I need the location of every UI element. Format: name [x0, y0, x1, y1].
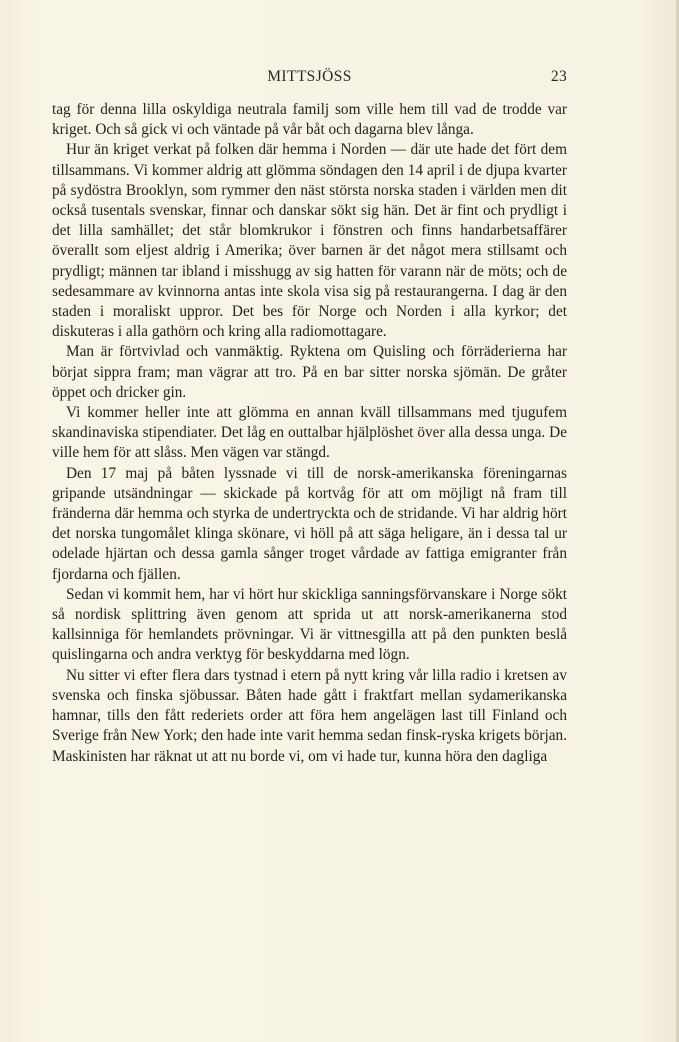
running-title: MITTSJÖSS	[267, 68, 352, 85]
paragraph-brooklyn: Hur än kriget verkat på folken där hemma i Norden — där ute hade det fört dem tillsammans. Vi kommer aldrig att glömma söndagen den 14 april i de djupa kvarter på sydöstra Brooklyn, som rymmer den näst största norska staden i världen men dit också tusentals svenskar, finnar och danskar sökt sig hän. Det är fint och prydligt i det lilla samhället; det står blomkrukor i fönstren och finns handarbetsaffärer överallt som eljest aldrig i Amerika; över barnen är det något mera stillsamt och prydligt; männen tar ibland i misshugg av sig hatten för varann när de möts; och de sedesammare av kvinnorna antas inte skola visa sig på restaurangerna. I dag är den staden i moraliskt uppror. Det bes för Norge och Norden i alla kyrkor; det diskuteras i alla gathörn och kring alla radiomottagare.	[52, 141, 567, 341]
body-text	[52, 100, 567, 767]
paragraph-may-17: Den 17 maj på båten lyssnade vi till de norsk-amerikanska föreningarnas gripande utsändningar — skickade på kortvåg för att om möjligt nå fram till fränderna där hemma och styrka de undertryckta och de stridande. Vi har aldrig hört det norska tungomålet klinga skönare, vi höll på att säga heligare, än i dessa tal ur odelade hjärtan och dessa gamla sånger troget vårdade av fattiga emigranter från fjordarna och fjällen.	[52, 464, 567, 583]
page-number: 23	[550, 68, 567, 85]
paragraph-norwegian-americans: Sedan vi kommit hem, har vi hört hur skickliga sanningsförvanskare i Norge sökt så nordisk splittring även genom att sprida ut att norsk-amerikanerna stod kallsinniga för hemlandets prövningar. Vi är vittnesgilla att på den punkten beslå quislingarna och andra verktyg för beskyddarna med lögn.	[52, 585, 567, 664]
paragraph-radio: Nu sitter vi efter flera dars tystnad i etern på nytt kring vår lilla radio i kretsen av svenska och finska sjöbussar. Båten hade gått i fraktfart mellan sydamerikanska hamnar, tills den fått rederiets order att föra hem angelägen last till Finland och Sverige från New York; den hade inte varit hemma sedan finsk-ryska krigets början. Maskinisten har räknat ut att nu borde vi, om vi hade tur, kunna höra den dagliga	[52, 666, 567, 765]
paragraph-continued: tag för denna lilla oskyldiga neutrala familj som ville hem till vad de trodde var kriget. Och så gick vi och väntade på vår båt och dagarna blev långa.	[52, 101, 567, 139]
page-header	[52, 68, 567, 92]
paragraph-stipendiates: Vi kommer heller inte att glömma en annan kväll tillsammans med tjugufem skandinaviska stipendiater. Det låg en outtalbar hjälplöshet över alla dessa unga. De ville hem för att slåss. Men vägen var stängd.	[52, 404, 567, 462]
paragraph-quisling: Man är förtvivlad och vanmäktig. Ryktena om Quisling och förräderierna har börjat sippra fram; man vägrar att tro. På en bar sitter norska sjömän. De gråter öppet och dricker gin.	[52, 343, 567, 401]
